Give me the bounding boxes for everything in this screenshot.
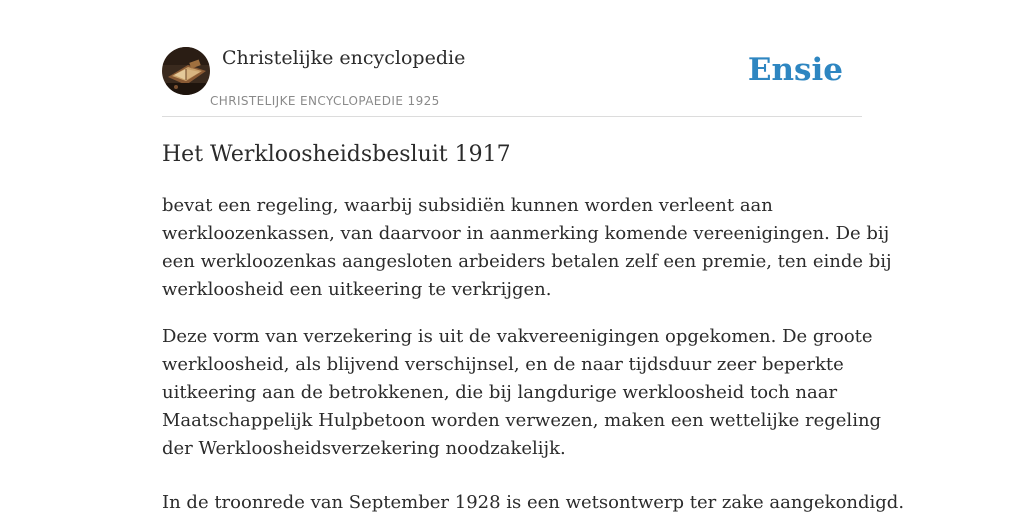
article-paragraph (162, 489, 905, 512)
paragraph-line: werkloosheid een uitkeering te verkrijgen. (162, 279, 552, 300)
page (162, 0, 905, 512)
paragraph-line: Maatschappelijk Hulpbetoon worden verwezen, maken een wettelijke regeling (162, 410, 882, 431)
paragraph-line: In de troonrede van September 1928 is een wetsontwerp ter zake aangekondigd. (162, 492, 905, 512)
paragraph-line: werkloozenkassen, van daarvoor in aanmerking komende vereenigingen. De bij (162, 223, 890, 244)
source-avatar[interactable] (162, 47, 210, 95)
paragraph-line: werkloosheid, als blijvend verschijnsel, en de naar tijdsduur zeer beperkte (162, 354, 844, 375)
book-photo-icon (162, 47, 210, 95)
paragraph-line: Deze vorm van verzekering is uit de vakvereenigingen opgekomen. De groote (162, 326, 873, 347)
source-header (162, 0, 862, 117)
source-subtitle[interactable]: CHRISTELIJKE ENCYCLOPAEDIE 1925 (210, 94, 440, 108)
article-paragraph (162, 323, 882, 463)
article-title: Het Werkloosheidsbesluit 1917 (162, 142, 511, 167)
paragraph-line: uitkeering aan de betrokkenen, die bij langdurige werkloosheid toch naar (162, 382, 838, 403)
article-paragraph (162, 192, 892, 304)
brand-logo[interactable]: Ensie (747, 52, 843, 88)
paragraph-line: bevat een regeling, waarbij subsidiën kunnen worden verleent aan (162, 195, 773, 216)
source-title[interactable]: Christelijke encyclopedie (222, 47, 466, 69)
paragraph-line: der Werkloosheidsverzekering noodzakelijk. (162, 438, 566, 459)
paragraph-line: een werkloozenkas aangesloten arbeiders betalen zelf een premie, ten einde bij (162, 251, 892, 272)
